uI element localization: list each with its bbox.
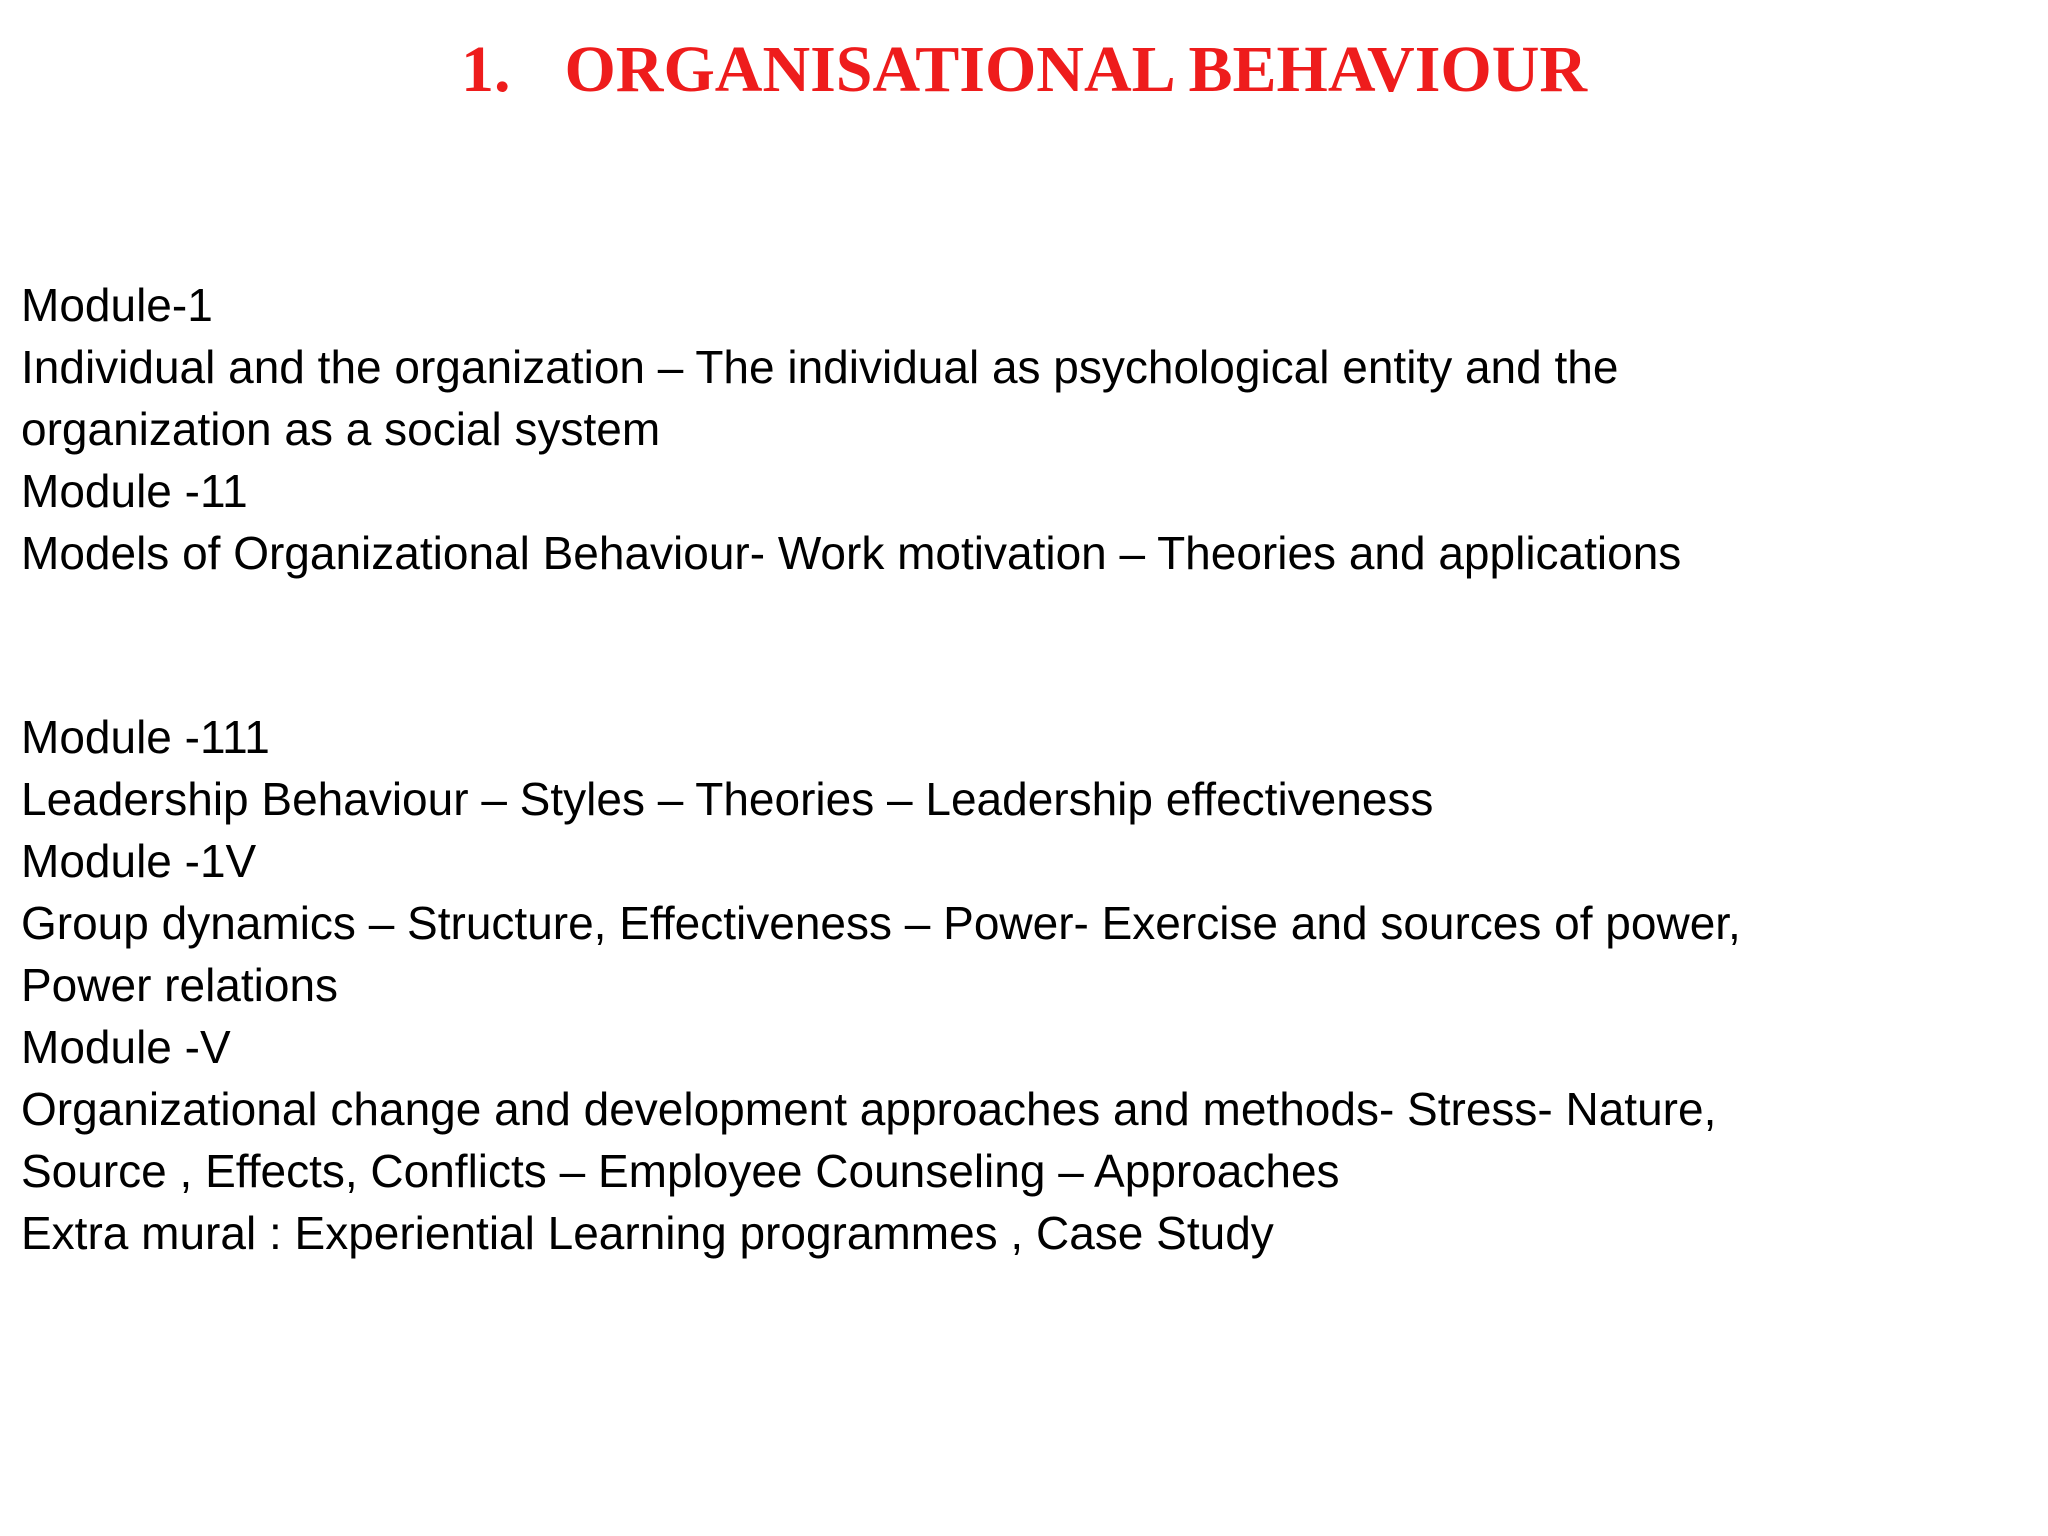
module-description: Models of Organizational Behaviour- Work motivation – Theories and applications <box>21 527 1682 579</box>
module-heading: Module -111 <box>21 711 270 763</box>
module-heading: Module -V <box>21 1021 231 1073</box>
module-description: Power relations <box>21 959 339 1011</box>
module-description: Leadership Behaviour – Styles – Theories – Leadership effectiveness <box>21 773 1434 825</box>
syllabus-block-top <box>21 274 2021 584</box>
title-number: 1. <box>460 33 511 106</box>
module-heading: Module -11 <box>21 465 248 517</box>
module-description: Group dynamics – Structure, Effectiveness – Power- Exercise and sources of power, <box>21 897 1741 949</box>
extra-mural: Extra mural : Experiential Learning programmes , Case Study <box>21 1207 1274 1259</box>
slide-title <box>0 32 2048 108</box>
module-description: organization as a social system <box>21 403 661 455</box>
module-description: Source , Effects, Conflicts – Employee Counseling – Approaches <box>21 1145 1340 1197</box>
module-heading: Module-1 <box>21 279 213 331</box>
syllabus-block-bottom <box>21 706 2021 1264</box>
module-heading: Module -1V <box>21 835 257 887</box>
title-text: ORGANISATIONAL BEHAVIOUR <box>564 33 1588 106</box>
module-description: Individual and the organization – The individual as psychological entity and the <box>21 341 1619 393</box>
module-description: Organizational change and development approaches and methods- Stress- Nature, <box>21 1083 1717 1135</box>
